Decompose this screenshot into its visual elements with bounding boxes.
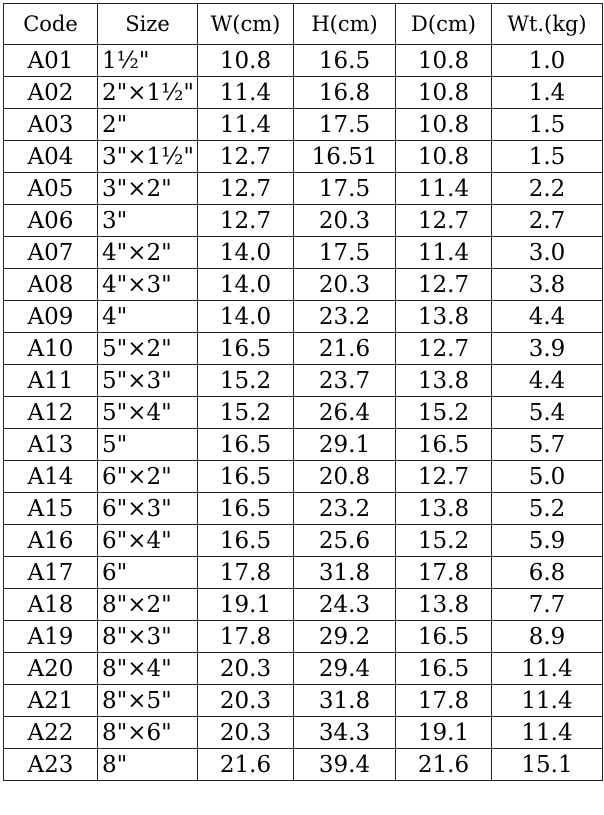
table-row xyxy=(4,205,603,237)
header-width: W(cm) xyxy=(198,4,294,45)
cell-height: 39.4 xyxy=(294,749,396,781)
cell-width: 17.8 xyxy=(198,621,294,653)
table-row xyxy=(4,493,603,525)
cell-height: 29.1 xyxy=(294,429,396,461)
header-height: H(cm) xyxy=(294,4,396,45)
cell-code: A01 xyxy=(4,45,98,77)
cell-size: 6"×4" xyxy=(98,525,198,557)
cell-width: 20.3 xyxy=(198,717,294,749)
table-row xyxy=(4,717,603,749)
table-row xyxy=(4,589,603,621)
cell-weight: 11.4 xyxy=(492,685,603,717)
cell-size: 5"×3" xyxy=(98,365,198,397)
cell-height: 17.5 xyxy=(294,237,396,269)
cell-code: A09 xyxy=(4,301,98,333)
cell-height: 34.3 xyxy=(294,717,396,749)
cell-code: A08 xyxy=(4,269,98,301)
cell-weight: 4.4 xyxy=(492,301,603,333)
cell-depth: 21.6 xyxy=(396,749,492,781)
cell-width: 14.0 xyxy=(198,301,294,333)
cell-depth: 10.8 xyxy=(396,141,492,173)
table-row xyxy=(4,173,603,205)
cell-weight: 6.8 xyxy=(492,557,603,589)
cell-weight: 7.7 xyxy=(492,589,603,621)
cell-height: 16.51 xyxy=(294,141,396,173)
cell-depth: 17.8 xyxy=(396,557,492,589)
table-row xyxy=(4,301,603,333)
cell-height: 16.8 xyxy=(294,77,396,109)
cell-size: 8"×6" xyxy=(98,717,198,749)
cell-size: 3"×1½" xyxy=(98,141,198,173)
cell-width: 21.6 xyxy=(198,749,294,781)
table-body xyxy=(4,45,603,781)
table-header xyxy=(4,4,603,45)
cell-depth: 12.7 xyxy=(396,333,492,365)
cell-weight: 3.0 xyxy=(492,237,603,269)
cell-weight: 5.4 xyxy=(492,397,603,429)
cell-weight: 2.2 xyxy=(492,173,603,205)
cell-height: 21.6 xyxy=(294,333,396,365)
cell-weight: 2.7 xyxy=(492,205,603,237)
cell-code: A19 xyxy=(4,621,98,653)
cell-width: 19.1 xyxy=(198,589,294,621)
cell-weight: 1.5 xyxy=(492,109,603,141)
cell-size: 8"×3" xyxy=(98,621,198,653)
cell-size: 3" xyxy=(98,205,198,237)
cell-weight: 5.0 xyxy=(492,461,603,493)
table-row xyxy=(4,621,603,653)
table-row xyxy=(4,525,603,557)
header-size: Size xyxy=(98,4,198,45)
table-row xyxy=(4,333,603,365)
cell-weight: 5.2 xyxy=(492,493,603,525)
cell-code: A22 xyxy=(4,717,98,749)
cell-depth: 12.7 xyxy=(396,461,492,493)
cell-depth: 12.7 xyxy=(396,269,492,301)
cell-size: 6"×2" xyxy=(98,461,198,493)
cell-weight: 1.5 xyxy=(492,141,603,173)
cell-width: 12.7 xyxy=(198,205,294,237)
cell-size: 8"×4" xyxy=(98,653,198,685)
cell-size: 5" xyxy=(98,429,198,461)
table-row xyxy=(4,653,603,685)
cell-width: 14.0 xyxy=(198,269,294,301)
cell-depth: 19.1 xyxy=(396,717,492,749)
cell-depth: 10.8 xyxy=(396,45,492,77)
table-row xyxy=(4,77,603,109)
cell-weight: 8.9 xyxy=(492,621,603,653)
cell-weight: 15.1 xyxy=(492,749,603,781)
cell-code: A06 xyxy=(4,205,98,237)
cell-size: 4"×2" xyxy=(98,237,198,269)
table-row xyxy=(4,109,603,141)
header-row xyxy=(4,4,603,45)
cell-width: 16.5 xyxy=(198,333,294,365)
cell-depth: 12.7 xyxy=(396,205,492,237)
cell-weight: 3.9 xyxy=(492,333,603,365)
cell-depth: 16.5 xyxy=(396,621,492,653)
cell-code: A17 xyxy=(4,557,98,589)
cell-size: 6"×3" xyxy=(98,493,198,525)
cell-weight: 5.7 xyxy=(492,429,603,461)
table-row xyxy=(4,269,603,301)
cell-size: 4"×3" xyxy=(98,269,198,301)
table-row xyxy=(4,141,603,173)
cell-height: 20.8 xyxy=(294,461,396,493)
cell-depth: 15.2 xyxy=(396,397,492,429)
cell-width: 14.0 xyxy=(198,237,294,269)
cell-code: A11 xyxy=(4,365,98,397)
cell-width: 12.7 xyxy=(198,173,294,205)
cell-height: 17.5 xyxy=(294,173,396,205)
cell-code: A05 xyxy=(4,173,98,205)
cell-depth: 17.8 xyxy=(396,685,492,717)
cell-code: A03 xyxy=(4,109,98,141)
cell-weight: 1.4 xyxy=(492,77,603,109)
table-row xyxy=(4,237,603,269)
cell-width: 20.3 xyxy=(198,653,294,685)
cell-width: 16.5 xyxy=(198,493,294,525)
cell-weight: 11.4 xyxy=(492,717,603,749)
cell-depth: 13.8 xyxy=(396,493,492,525)
cell-depth: 13.8 xyxy=(396,301,492,333)
cell-depth: 10.8 xyxy=(396,109,492,141)
cell-width: 11.4 xyxy=(198,77,294,109)
cell-size: 8"×2" xyxy=(98,589,198,621)
table-row xyxy=(4,749,603,781)
header-weight: Wt.(kg) xyxy=(492,4,603,45)
cell-width: 17.8 xyxy=(198,557,294,589)
table-row xyxy=(4,557,603,589)
cell-width: 10.8 xyxy=(198,45,294,77)
cell-code: A13 xyxy=(4,429,98,461)
cell-width: 15.2 xyxy=(198,397,294,429)
cell-height: 16.5 xyxy=(294,45,396,77)
cell-width: 12.7 xyxy=(198,141,294,173)
cell-weight: 1.0 xyxy=(492,45,603,77)
cell-depth: 13.8 xyxy=(396,365,492,397)
cell-code: A15 xyxy=(4,493,98,525)
cell-width: 11.4 xyxy=(198,109,294,141)
cell-depth: 10.8 xyxy=(396,77,492,109)
cell-height: 25.6 xyxy=(294,525,396,557)
header-code: Code xyxy=(4,4,98,45)
cell-code: A18 xyxy=(4,589,98,621)
cell-code: A07 xyxy=(4,237,98,269)
cell-size: 4" xyxy=(98,301,198,333)
cell-height: 24.3 xyxy=(294,589,396,621)
header-depth: D(cm) xyxy=(396,4,492,45)
cell-weight: 3.8 xyxy=(492,269,603,301)
cell-size: 3"×2" xyxy=(98,173,198,205)
cell-code: A02 xyxy=(4,77,98,109)
cell-width: 15.2 xyxy=(198,365,294,397)
cell-code: A14 xyxy=(4,461,98,493)
cell-height: 29.2 xyxy=(294,621,396,653)
cell-size: 8" xyxy=(98,749,198,781)
cell-size: 6" xyxy=(98,557,198,589)
table-row xyxy=(4,397,603,429)
cell-code: A21 xyxy=(4,685,98,717)
cell-width: 16.5 xyxy=(198,429,294,461)
cell-height: 20.3 xyxy=(294,205,396,237)
cell-depth: 13.8 xyxy=(396,589,492,621)
table-row xyxy=(4,429,603,461)
cell-size: 2" xyxy=(98,109,198,141)
table-row xyxy=(4,365,603,397)
cell-weight: 5.9 xyxy=(492,525,603,557)
cell-size: 1½" xyxy=(98,45,198,77)
cell-height: 26.4 xyxy=(294,397,396,429)
cell-height: 23.2 xyxy=(294,493,396,525)
cell-depth: 16.5 xyxy=(396,653,492,685)
cell-code: A04 xyxy=(4,141,98,173)
cell-size: 2"×1½" xyxy=(98,77,198,109)
cell-width: 20.3 xyxy=(198,685,294,717)
cell-height: 23.2 xyxy=(294,301,396,333)
cell-code: A16 xyxy=(4,525,98,557)
cell-depth: 16.5 xyxy=(396,429,492,461)
cell-code: A10 xyxy=(4,333,98,365)
cell-height: 20.3 xyxy=(294,269,396,301)
cell-width: 16.5 xyxy=(198,525,294,557)
table-row xyxy=(4,685,603,717)
cell-depth: 15.2 xyxy=(396,525,492,557)
cell-depth: 11.4 xyxy=(396,173,492,205)
cell-depth: 11.4 xyxy=(396,237,492,269)
cell-code: A20 xyxy=(4,653,98,685)
cell-height: 29.4 xyxy=(294,653,396,685)
cell-code: A12 xyxy=(4,397,98,429)
cell-weight: 11.4 xyxy=(492,653,603,685)
cell-code: A23 xyxy=(4,749,98,781)
cell-size: 8"×5" xyxy=(98,685,198,717)
cell-height: 31.8 xyxy=(294,685,396,717)
cell-size: 5"×2" xyxy=(98,333,198,365)
spec-table xyxy=(3,3,603,781)
cell-height: 17.5 xyxy=(294,109,396,141)
cell-size: 5"×4" xyxy=(98,397,198,429)
cell-height: 31.8 xyxy=(294,557,396,589)
table-row xyxy=(4,461,603,493)
cell-width: 16.5 xyxy=(198,461,294,493)
table-row xyxy=(4,45,603,77)
cell-height: 23.7 xyxy=(294,365,396,397)
cell-weight: 4.4 xyxy=(492,365,603,397)
